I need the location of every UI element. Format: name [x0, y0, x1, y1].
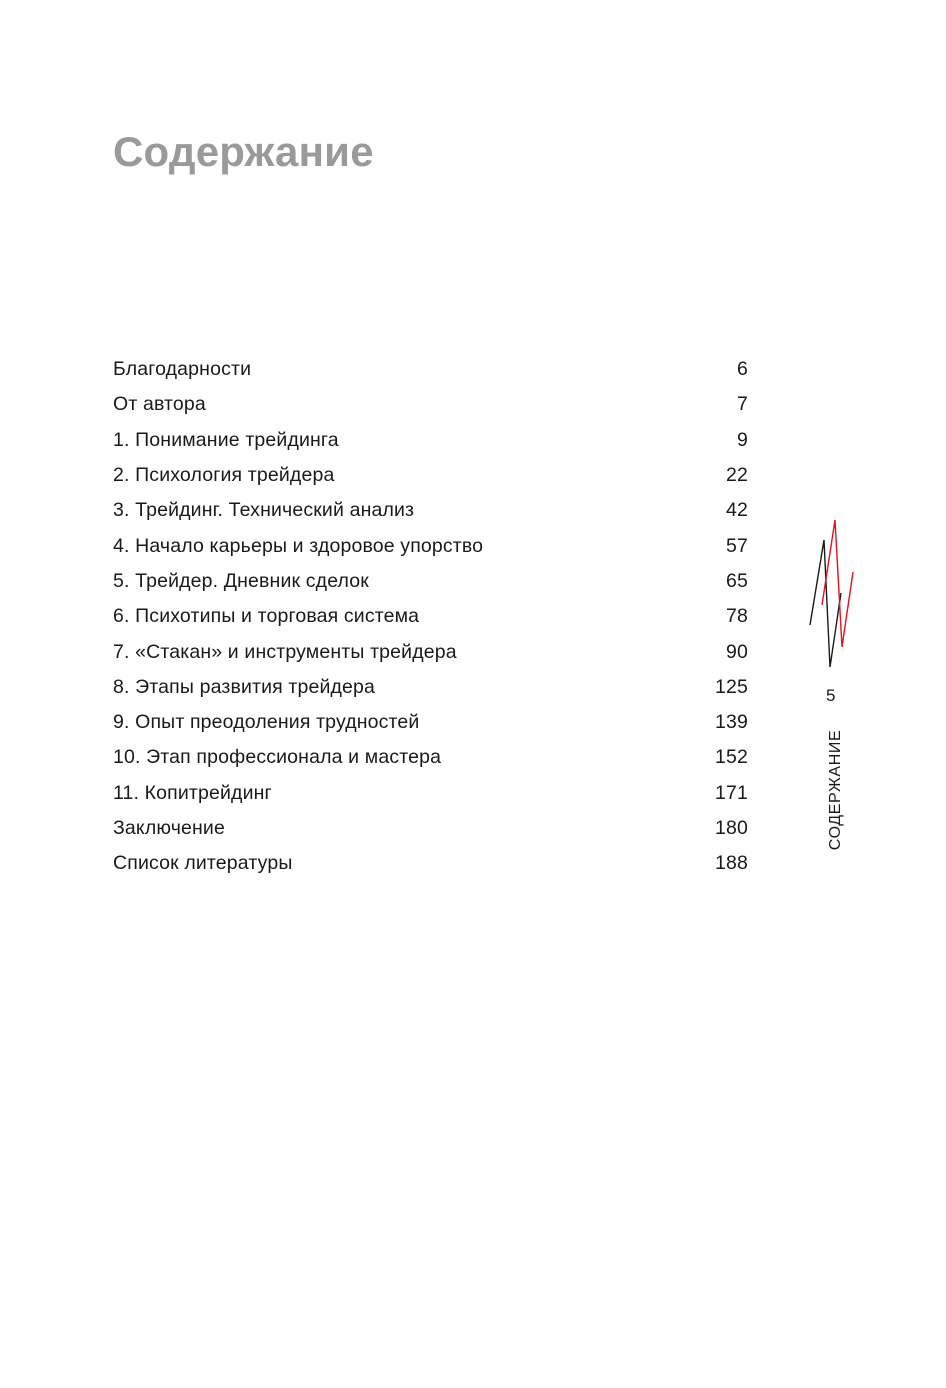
- toc-entry-page: 90: [726, 640, 748, 663]
- toc-entry-page: 22: [726, 464, 748, 487]
- toc-entry-title: 11. Копитрейдинг: [113, 781, 272, 804]
- toc-entry[interactable]: [113, 599, 748, 634]
- toc-entry-title: 2. Психология трейдера: [113, 464, 335, 487]
- page-title: Содержание: [113, 128, 374, 175]
- toc-entry-page: 139: [715, 711, 748, 734]
- toc-entry[interactable]: [113, 705, 748, 740]
- toc-entry-page: 152: [715, 746, 748, 769]
- toc-entry[interactable]: [113, 811, 748, 846]
- zigzag-black-line: [810, 540, 841, 667]
- toc-entry[interactable]: [113, 528, 748, 563]
- toc-entry-page: 78: [726, 605, 748, 628]
- toc-entry-title: 10. Этап профессионала и мастера: [113, 746, 442, 769]
- toc-entry-page: 180: [715, 817, 748, 839]
- running-head: СОДЕРЖАНИЕ: [827, 729, 844, 851]
- toc-entry-page: 6: [737, 358, 748, 381]
- toc-entry-title: 8. Этапы развития трейдера: [113, 675, 376, 698]
- toc-entry-title: 5. Трейдер. Дневник сделок: [113, 569, 369, 592]
- toc-entry-page: 7: [737, 393, 748, 416]
- toc-entry-page: 42: [726, 499, 748, 522]
- toc-entry-page: 171: [715, 781, 748, 804]
- toc-entry-page: 125: [715, 675, 748, 698]
- zigzag-chart-icon: [800, 510, 860, 675]
- toc-entry-title: 4. Начало карьеры и здоровое упорство: [113, 534, 484, 557]
- toc-entry-page: 65: [726, 569, 748, 592]
- toc-entry[interactable]: [113, 846, 748, 881]
- table-of-contents: [113, 352, 748, 881]
- toc-entry-title: Заключение: [113, 817, 225, 839]
- toc-entry[interactable]: [113, 352, 748, 387]
- toc-entry-title: Список литературы: [113, 852, 293, 875]
- toc-entry-title: 3. Трейдинг. Технический анализ: [113, 499, 415, 522]
- toc-entry[interactable]: [113, 564, 748, 599]
- toc-entry-title: Благодарности: [113, 358, 252, 381]
- toc-entry[interactable]: [113, 387, 748, 422]
- toc-entry-title: От автора: [113, 393, 206, 416]
- toc-entry-page: 188: [715, 852, 748, 875]
- toc-entry[interactable]: [113, 670, 748, 705]
- toc-entry-title: 7. «Стакан» и инструменты трейдера: [113, 640, 457, 663]
- toc-entry[interactable]: [113, 776, 748, 811]
- toc-entry[interactable]: [113, 458, 748, 493]
- toc-entry[interactable]: [113, 740, 748, 775]
- toc-entry[interactable]: [113, 423, 748, 458]
- page-number: 5: [826, 686, 836, 705]
- toc-entry-title: 9. Опыт преодоления трудностей: [113, 711, 420, 734]
- toc-entry-page: 57: [726, 534, 748, 557]
- toc-entry-title: 6. Психотипы и торговая система: [113, 605, 420, 628]
- toc-entry-title: 1. Понимание трейдинга: [113, 428, 339, 451]
- toc-entry[interactable]: [113, 493, 748, 528]
- toc-entry[interactable]: [113, 634, 748, 669]
- toc-entry-page: 9: [737, 428, 748, 451]
